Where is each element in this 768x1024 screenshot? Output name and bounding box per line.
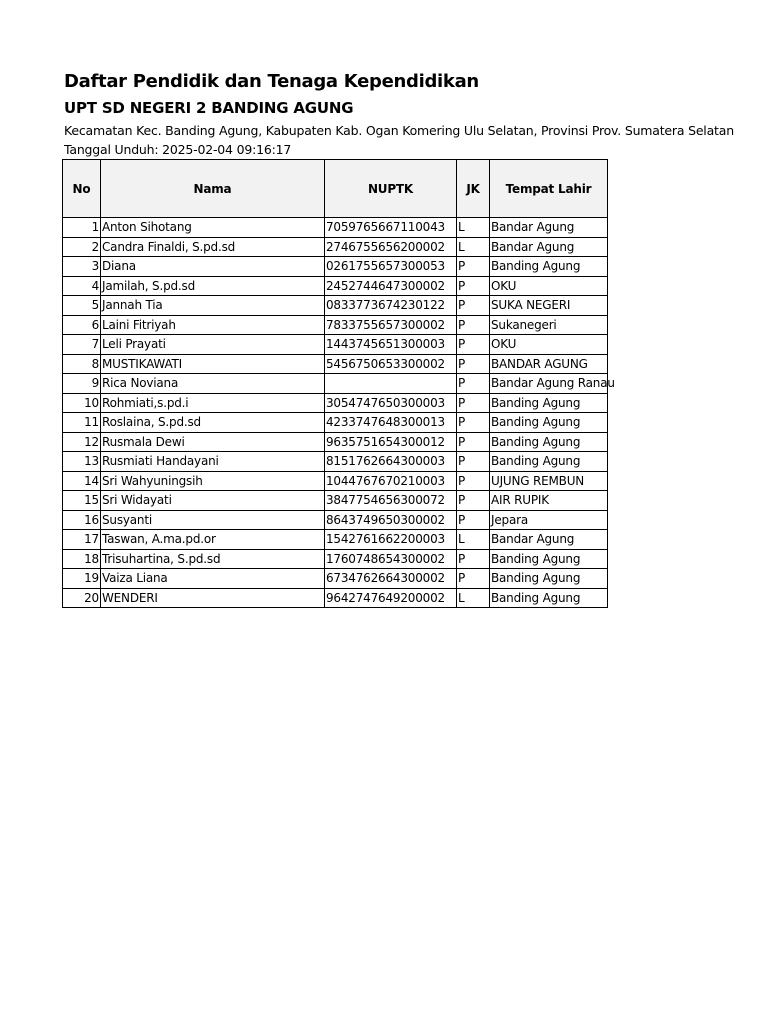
cell-jk: P [457,510,490,530]
cell-nuptk: 9635751654300012 [325,432,457,452]
cell-jk: L [457,237,490,257]
cell-jk: P [457,569,490,589]
cell-jk: P [457,549,490,569]
cell-no: 11 [63,413,101,433]
cell-tempat-lahir: Bandar Agung [490,237,608,257]
cell-tempat-lahir: Sukanegeri [490,315,608,335]
cell-jk: P [457,354,490,374]
cell-no: 17 [63,530,101,550]
cell-tempat-lahir: Banding Agung [490,393,608,413]
document-title: Daftar Pendidik dan Tenaga Kependidikan [64,71,479,92]
cell-nuptk: 8151762664300003 [325,452,457,472]
cell-nuptk: 1044767670210003 [325,471,457,491]
cell-tempat-lahir: SUKA NEGERI [490,296,608,316]
table-row [63,452,608,472]
cell-no: 5 [63,296,101,316]
cell-nama: Anton Sihotang [101,218,325,238]
cell-tempat-lahir: Banding Agung [490,257,608,277]
cell-nama: Taswan, A.ma.pd.or [101,530,325,550]
cell-tempat-lahir: Jepara [490,510,608,530]
cell-tempat-lahir: Bandar Agung [490,218,608,238]
cell-tempat-lahir: Bandar Agung [490,530,608,550]
cell-jk: P [457,257,490,277]
cell-nuptk: 0261755657300053 [325,257,457,277]
cell-tempat-lahir: Banding Agung [490,452,608,472]
cell-nama: MUSTIKAWATI [101,354,325,374]
cell-nuptk: 3054747650300003 [325,393,457,413]
cell-no: 9 [63,374,101,394]
cell-no: 20 [63,588,101,608]
cell-nuptk: 0833773674230122 [325,296,457,316]
cell-nuptk: 1760748654300002 [325,549,457,569]
table-row [63,315,608,335]
cell-jk: P [457,296,490,316]
table-row [63,413,608,433]
table-row [63,335,608,355]
cell-tempat-lahir: Banding Agung [490,432,608,452]
cell-nuptk: 8643749650300002 [325,510,457,530]
cell-nama: Susyanti [101,510,325,530]
cell-tempat-lahir: UJUNG REMBUN [490,471,608,491]
table-row [63,569,608,589]
cell-jk: P [457,452,490,472]
cell-nuptk: 4233747648300013 [325,413,457,433]
cell-nama: Sri Widayati [101,491,325,511]
cell-no: 1 [63,218,101,238]
cell-no: 19 [63,569,101,589]
cell-tempat-lahir: Banding Agung [490,569,608,589]
cell-nama: Rica Noviana [101,374,325,394]
table-row [63,276,608,296]
table-row [63,257,608,277]
cell-tempat-lahir: OKU [490,335,608,355]
cell-jk: P [457,471,490,491]
cell-nama: Jannah Tia [101,296,325,316]
location-line: Kecamatan Kec. Banding Agung, Kabupaten Kab. Ogan Komering Ulu Selatan, Provinsi Prov. Sumatera Selatan [64,123,734,138]
cell-no: 15 [63,491,101,511]
cell-nama: Jamilah, S.pd.sd [101,276,325,296]
table-row [63,432,608,452]
cell-nuptk: 9642747649200002 [325,588,457,608]
cell-jk: L [457,218,490,238]
cell-nuptk: 3847754656300072 [325,491,457,511]
cell-jk: P [457,491,490,511]
cell-jk: L [457,530,490,550]
cell-no: 16 [63,510,101,530]
cell-jk: P [457,276,490,296]
cell-jk: P [457,432,490,452]
cell-jk: P [457,393,490,413]
cell-tempat-lahir: Banding Agung [490,413,608,433]
cell-no: 13 [63,452,101,472]
header-tempat-lahir: Tempat Lahir [490,160,608,218]
staff-table [62,159,615,608]
cell-nama: Rusmala Dewi [101,432,325,452]
header-nama: Nama [101,160,325,218]
cell-no: 14 [63,471,101,491]
table-row [63,296,608,316]
cell-nama: Trisuhartina, S.pd.sd [101,549,325,569]
cell-tempat-lahir: OKU [490,276,608,296]
cell-nuptk [325,374,457,394]
cell-nama: Leli Prayati [101,335,325,355]
cell-nama: WENDERI [101,588,325,608]
cell-nuptk: 5456750653300002 [325,354,457,374]
table-row [63,471,608,491]
cell-tempat-lahir: Banding Agung [490,549,608,569]
cell-nama: Laini Fitriyah [101,315,325,335]
cell-jk: P [457,335,490,355]
cell-tempat-lahir: Banding Agung [490,588,608,608]
staff-table-container [62,159,615,608]
cell-no: 4 [63,276,101,296]
cell-jk: P [457,315,490,335]
table-row [63,549,608,569]
table-row [63,237,608,257]
table-row [63,510,608,530]
cell-tempat-lahir: Bandar Agung Ranau [490,374,608,394]
cell-jk: P [457,413,490,433]
download-date: Tanggal Unduh: 2025-02-04 09:16:17 [64,142,292,157]
cell-no: 8 [63,354,101,374]
cell-nama: Vaiza Liana [101,569,325,589]
cell-nama: Rohmiati,s.pd.i [101,393,325,413]
cell-nuptk: 1542761662200003 [325,530,457,550]
header-no: No [63,160,101,218]
table-row [63,354,608,374]
header-jk: JK [457,160,490,218]
table-row [63,588,608,608]
school-name: UPT SD NEGERI 2 BANDING AGUNG [64,99,354,117]
cell-jk: L [457,588,490,608]
cell-no: 18 [63,549,101,569]
table-row [63,393,608,413]
cell-nuptk: 2746755656200002 [325,237,457,257]
cell-nama: Roslaina, S.pd.sd [101,413,325,433]
cell-nuptk: 2452744647300002 [325,276,457,296]
cell-no: 2 [63,237,101,257]
cell-nuptk: 6734762664300002 [325,569,457,589]
cell-jk: P [457,374,490,394]
cell-nuptk: 1443745651300003 [325,335,457,355]
cell-tempat-lahir: BANDAR AGUNG [490,354,608,374]
cell-nama: Rusmiati Handayani [101,452,325,472]
table-row [63,530,608,550]
table-row [63,374,608,394]
table-row [63,491,608,511]
table-row [63,218,608,238]
cell-nama: Diana [101,257,325,277]
cell-nama: Candra Finaldi, S.pd.sd [101,237,325,257]
cell-no: 3 [63,257,101,277]
cell-nama: Sri Wahyuningsih [101,471,325,491]
cell-tempat-lahir: AIR RUPIK [490,491,608,511]
cell-nuptk: 7059765667110043 [325,218,457,238]
cell-no: 7 [63,335,101,355]
cell-no: 10 [63,393,101,413]
cell-no: 6 [63,315,101,335]
cell-no: 12 [63,432,101,452]
cell-nuptk: 7833755657300002 [325,315,457,335]
header-nuptk: NUPTK [325,160,457,218]
table-header-row [63,160,608,218]
